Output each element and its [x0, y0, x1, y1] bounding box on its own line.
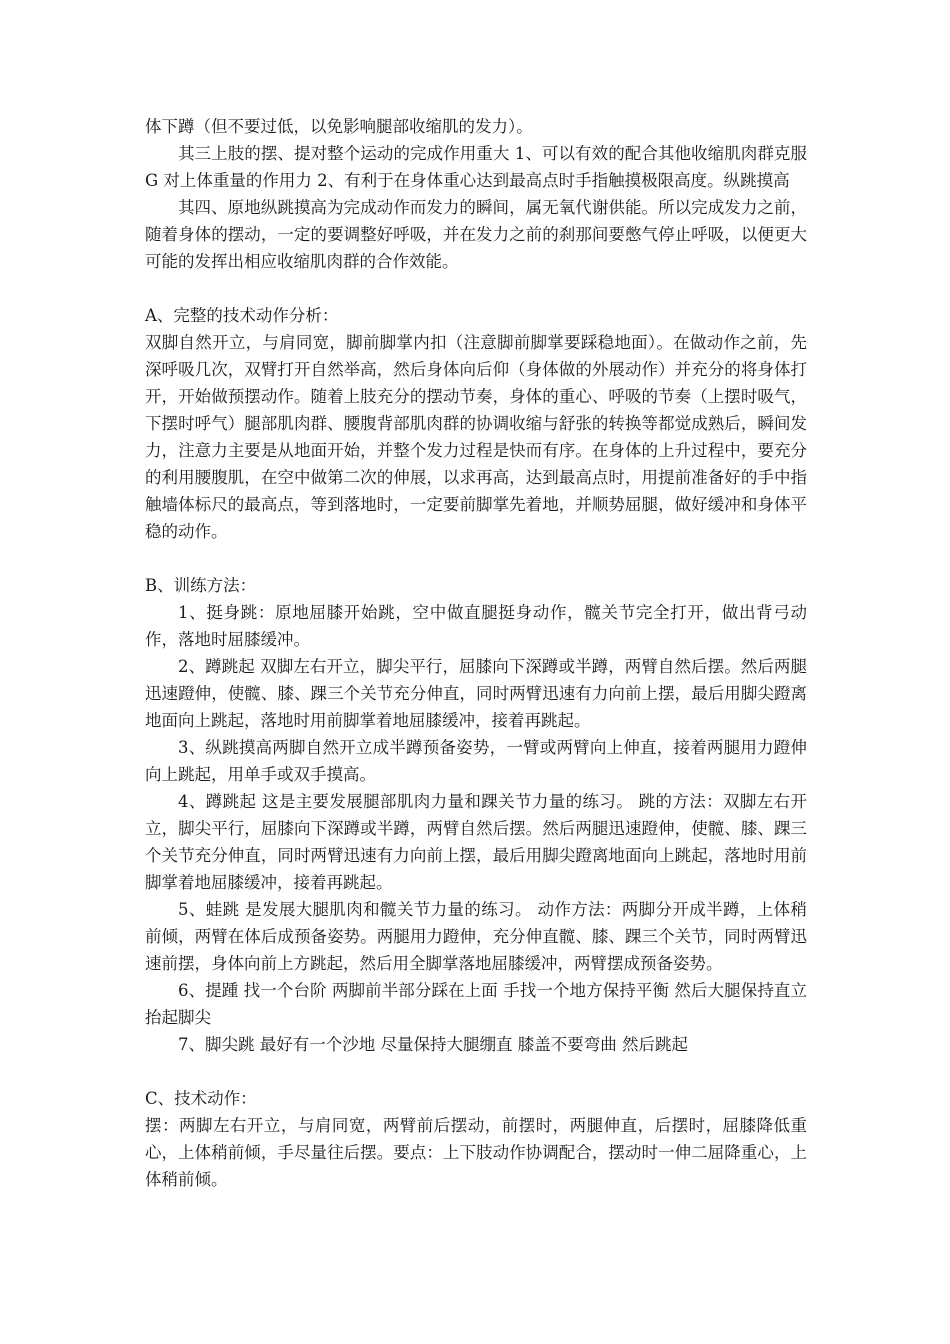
intro-paragraph-continued: 体下蹲（但不要过低，以免影响腿部收缩肌的发力）。 [145, 117, 533, 136]
section-b-heading: B、训练方法： [145, 576, 257, 595]
section-c-body: 摆：两脚左右开立，与肩同宽，两臂前后摆动，前摆时，两腿伸直，后摆时，屈膝降低重心，上体稍前倾，手尽量往后摆。要点：上下肢动作协调配合，摆动时一伸二屈降重心，上体稍前倾。 [145, 1116, 807, 1189]
paragraph-spacer [145, 275, 807, 302]
training-method-item-6: 6、提踵 找一个台阶 两脚前半部分踩在上面 手找一个地方保持平衡 然后大腿保持直立 抬起脚尖 [145, 981, 807, 1027]
training-method-item-1: 1、挺身跳：原地屈膝开始跳，空中做直腿挺身动作，髋关节完全打开，做出背弓动作，落地时屈膝缓冲。 [145, 603, 807, 649]
paragraph-spacer [145, 1058, 807, 1085]
training-method-item-2: 2、蹲跳起 双脚左右开立，脚尖平行，屈膝向下深蹲或半蹲，两臂自然后摆。然后两腿迅速蹬伸，使髋、膝、踝三个关节充分伸直，同时两臂迅速有力向前上摆，最后用脚尖蹬离地面向上跳起，落地时用前脚掌着地屈膝缓冲，接着再跳起。 [145, 657, 807, 730]
section-c-heading: C、技术动作： [145, 1089, 257, 1108]
training-method-item-4: 4、蹲跳起 这是主要发展腿部肌肉力量和踝关节力量的练习。 跳的方法：双脚左右开立，脚尖平行，屈膝向下深蹲或半蹲，两臂自然后摆。然后两腿迅速蹬伸，使髋、膝、踝三个关节充分伸直，同时两臂迅速有力向前上摆，最后用脚尖蹬离地面向上跳起，落地时用前脚掌着地屈膝缓冲，接着再跳起。 [145, 792, 807, 892]
section-a-heading: A、完整的技术动作分析： [145, 306, 339, 325]
training-method-item-5: 5、蛙跳 是发展大腿肌肉和髋关节力量的练习。 动作方法：两脚分开成半蹲，上体稍前倾，两臂在体后成预备姿势。两腿用力蹬伸，充分伸直髋、膝、踝三个关节，同时两臂迅速前摆，身体向前上方跳起，然后用全脚掌落地屈膝缓冲，两臂摆成预备姿势。 [145, 900, 807, 973]
training-method-item-3: 3、纵跳摸高两脚自然开立成半蹲预备姿势，一臂或两臂向上伸直，接着两腿用力蹬伸向上跳起，用单手或双手摸高。 [145, 738, 807, 784]
document-page [145, 113, 807, 1193]
training-method-item-7: 7、脚尖跳 最好有一个沙地 尽量保持大腿绷直 膝盖不要弯曲 然后跳起 [178, 1035, 688, 1054]
paragraph-spacer [145, 545, 807, 572]
section-a-body: 双脚自然开立，与肩同宽，脚前脚掌内扣（注意脚前脚掌要踩稳地面）。在做动作之前，先深呼吸几次，双臂打开自然举高，然后身体向后仰（身体做的外展动作）并充分的将身体打开，开始做预摆动作。随着上肢充分的摆动节奏，身体的重心、呼吸的节奏（上摆时吸气，下摆时呼气）腿部肌肉群、腰腹背部肌肉群的协调收缩与舒张的转换等都觉成熟后，瞬间发力，注意力主要是从地面开始，并整个发力过程是快而有序。在身体的上升过程中，要充分的利用腰腹肌，在空中做第二次的伸展，以求再高，达到最高点时，用提前准备好的手中指触墙体标尺的最高点，等到落地时，一定要前脚掌先着地，并顺势屈腿，做好缓冲和身体平稳的动作。 [145, 333, 807, 541]
intro-paragraph-breathing: 其四、原地纵跳摸高为完成动作而发力的瞬间，属无氧代谢供能。所以完成发力之前，随着身体的摆动，一定的要调整好呼吸，并在发力之前的刹那间要憋气停止呼吸，以便更大可能的发挥出相应收缩肌肉群的合作效能。 [145, 198, 807, 271]
intro-paragraph-upper-limbs: 其三上肢的摆、提对整个运动的完成作用重大 1、可以有效的配合其他收缩肌肉群克服 G 对上体重量的作用力 2、有利于在身体重心达到最高点时手指触摸极限高度。纵跳摸高 [145, 144, 807, 190]
